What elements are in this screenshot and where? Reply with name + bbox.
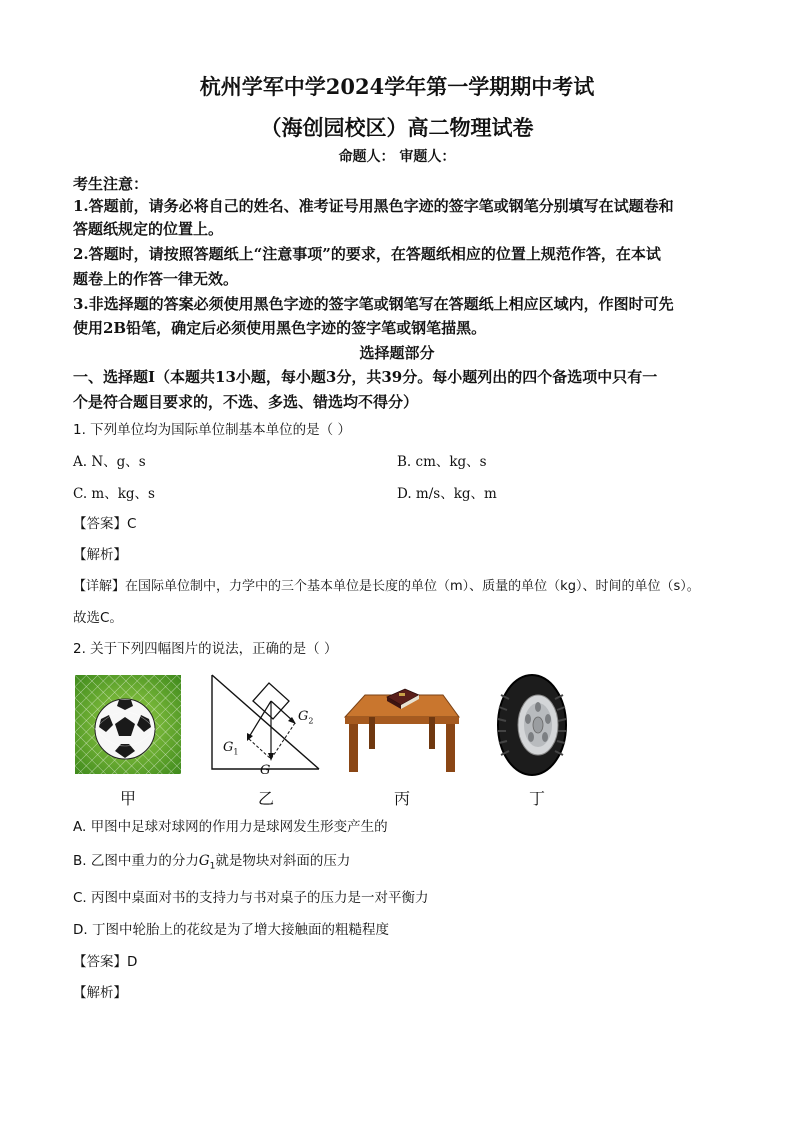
q1-answer: 【答案】C xyxy=(73,516,137,532)
exam-title: 杭州学军中学2024学年第一学期期中考试 xyxy=(199,74,595,99)
notice-line: 2.答题时，请按照答题纸上“注意事项”的要求，在答题纸相应的位置上规范作答，在本试 xyxy=(73,245,661,263)
label-g: G xyxy=(260,763,271,778)
q1-option-a: A. N、g、s xyxy=(73,454,146,470)
exam-subtitle: （海创园校区）高二物理试卷 xyxy=(260,115,534,140)
section-intro: 个是符合题目要求的，不选、多选、错选均不得分） xyxy=(73,393,419,411)
q1-option-d: D. m/s、kg、m xyxy=(397,486,497,502)
notice-heading: 考生注意： xyxy=(73,175,149,193)
notice-line: 3.非选择题的答案必须使用黑色字迹的签字笔或钢笔写在答题纸上相应区域内，作图时可先 xyxy=(73,295,674,313)
q2-option-c: C. 丙图中桌面对书的支持力与书对桌子的压力是一对平衡力 xyxy=(73,890,429,906)
notice-line: 答题纸规定的位置上。 xyxy=(73,220,224,238)
caption-yi: 乙 xyxy=(257,789,274,808)
caption-bing: 丙 xyxy=(393,789,410,808)
q1-conclusion: 故选C。 xyxy=(73,610,123,626)
label-g2: $G_2$ xyxy=(298,709,314,726)
q1-option-b: B. cm、kg、s xyxy=(397,454,487,470)
q2-option-d: D. 丁图中轮胎上的花纹是为了增大接触面的粗糙程度 xyxy=(73,922,389,938)
q2-option-a: A. 甲图中足球对球网的作用力是球网发生形变产生的 xyxy=(73,819,388,835)
tire-icon xyxy=(493,673,571,777)
soccer-net-figure xyxy=(75,675,181,774)
tire-figure xyxy=(493,673,571,777)
section-title: 选择题部分 xyxy=(359,344,435,362)
caption-jia: 甲 xyxy=(119,789,136,808)
exam-authors: 命题人： 审题人： xyxy=(338,149,456,165)
q2-answer: 【答案】D xyxy=(73,954,138,970)
caption-ding: 丁 xyxy=(528,789,545,808)
q1-analysis: 【解析】 xyxy=(73,547,127,563)
label-g1: $G_1$ xyxy=(223,740,239,757)
q2-analysis: 【解析】 xyxy=(73,985,127,1001)
q1-detail: 【详解】在国际单位制中，力学中的三个基本单位是长度的单位（m）、质量的单位（kg）、时间的单位（s）。 xyxy=(73,579,700,594)
question-1-stem: 1. 下列单位均为国际单位制基本单位的是（ ） xyxy=(73,422,351,438)
section-intro: 一、选择题Ⅰ（本题共13小题，每小题3分，共39分。每小题列出的四个备选项中只有一 xyxy=(73,368,658,386)
notice-line: 使用2B铅笔，确定后必须使用黑色字迹的签字笔或钢笔描黑。 xyxy=(73,319,487,337)
soccer-ball-icon xyxy=(75,675,181,774)
q2-option-b: B. 乙图中重力的分力$G_1$就是物块对斜面的压力 xyxy=(73,853,351,872)
question-2-stem: 2. 关于下列四幅图片的说法，正确的是（ ） xyxy=(73,641,338,657)
q1-option-c: C. m、kg、s xyxy=(73,486,155,502)
notice-line: 1.答题前，请务必将自己的姓名、准考证号用黑色字迹的签字笔或钢笔分别填写在试题卷和 xyxy=(73,197,674,215)
table-icon xyxy=(343,683,461,775)
notice-line: 题卷上的作答一律无效。 xyxy=(73,270,239,288)
book-table-figure xyxy=(343,683,461,775)
